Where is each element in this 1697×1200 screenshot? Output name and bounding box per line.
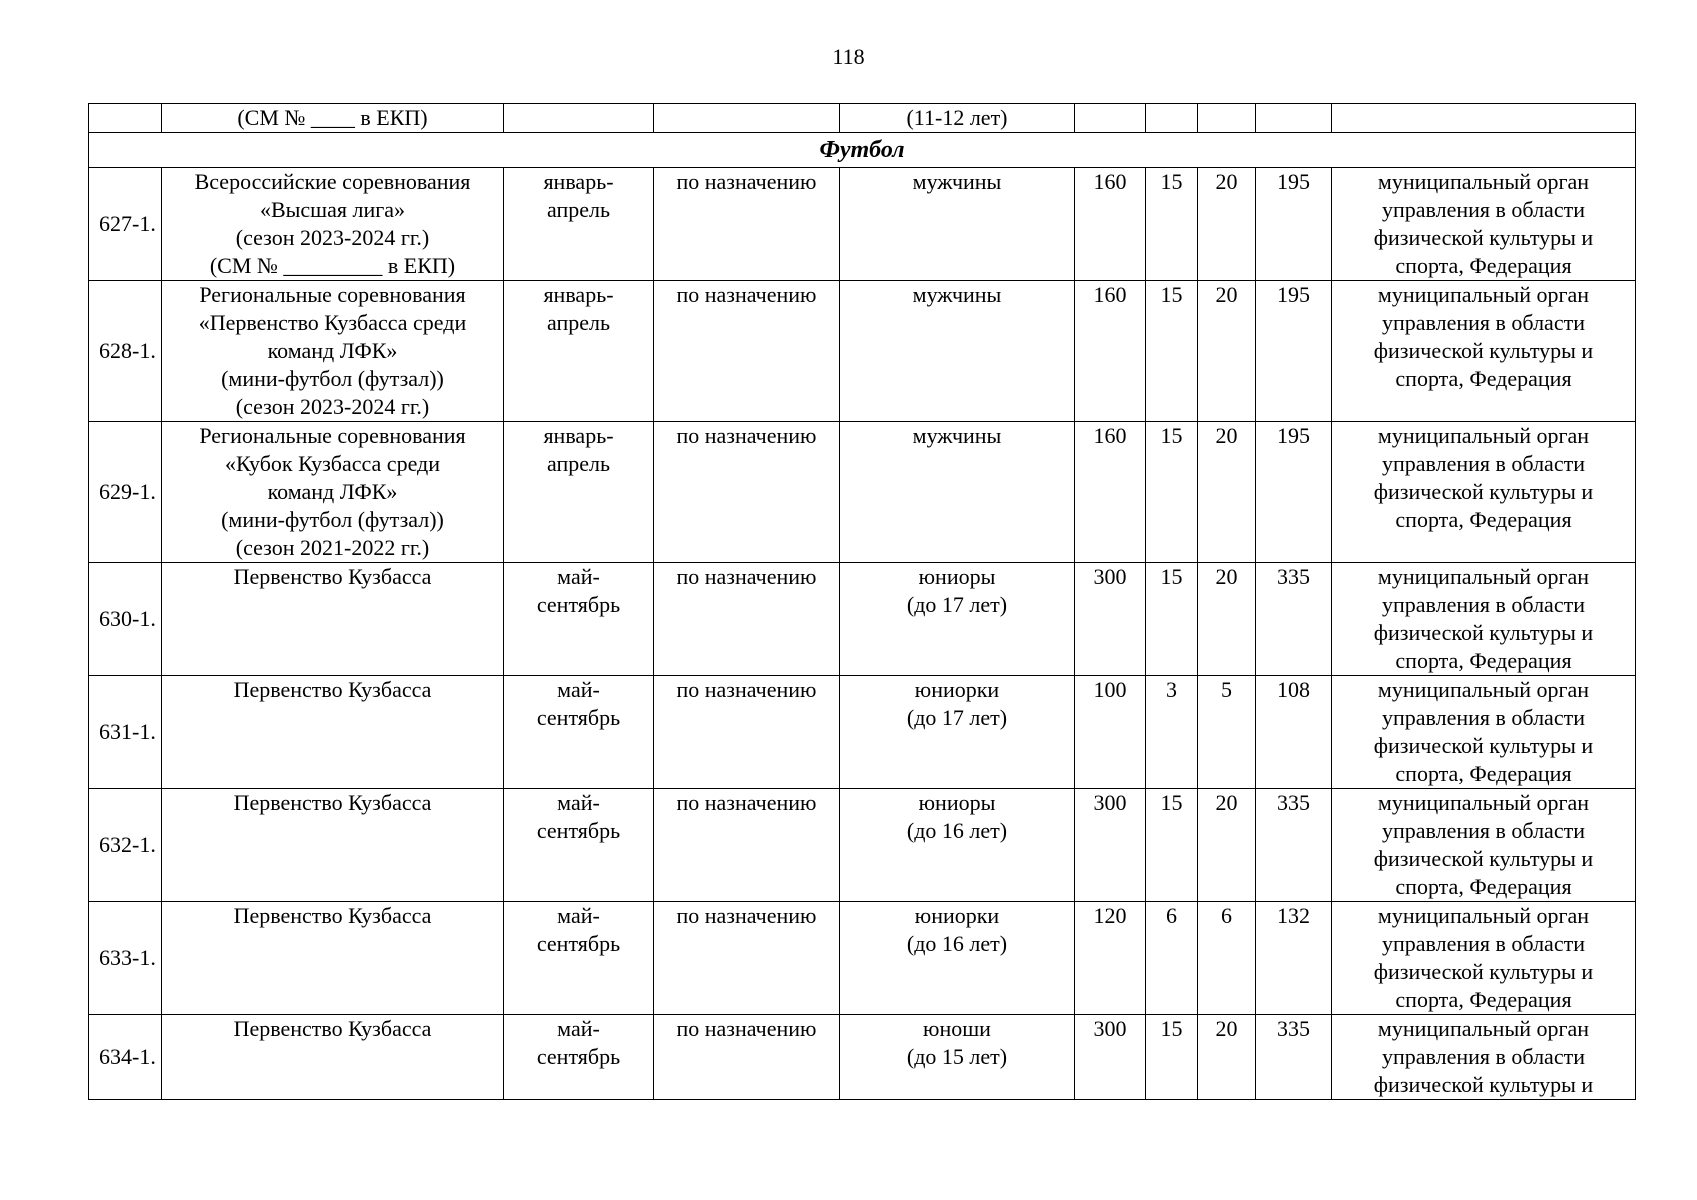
cell-total [1256, 422, 1332, 563]
cell-line: управления в области [1382, 931, 1585, 956]
cell-organizer [1332, 789, 1636, 902]
cell-v2 [1146, 676, 1198, 789]
cell-v3 [1198, 422, 1256, 563]
cell-line: спорта, Федерация [1395, 253, 1572, 278]
cell-line: 160 [1093, 282, 1127, 307]
cell-total [1256, 1015, 1332, 1100]
cell-place [654, 104, 840, 133]
cell-line: управления в области [1382, 451, 1585, 476]
table-row [89, 563, 1636, 676]
cell-line: 300 [1093, 564, 1127, 589]
cell-line: (до 15 лет) [906, 1044, 1008, 1069]
cell-line: мужчины [912, 169, 1002, 194]
cell-line: январь- [543, 169, 614, 194]
cell-line: физической культуры и [1373, 733, 1594, 758]
cell-period [504, 676, 654, 789]
cell-line: Первенство Кузбасса [233, 790, 432, 815]
cell-line: 195 [1277, 282, 1310, 307]
cell-line: по назначению [676, 790, 817, 815]
cell-period [504, 422, 654, 563]
cell-line: физической культуры и [1373, 846, 1594, 871]
cell-participants [840, 563, 1075, 676]
cell-place [654, 168, 840, 281]
cell-line: управления в области [1382, 818, 1585, 843]
cell-line: (СМ № _________ в ЕКП) [209, 253, 456, 278]
cell-line: (до 16 лет) [906, 818, 1008, 843]
cell-line: муниципальный орган [1377, 282, 1590, 307]
cell-line: 632-1. [99, 832, 156, 857]
cell-line: спорта, Федерация [1395, 987, 1572, 1012]
cell-line: «Кубок Кузбасса среди [224, 451, 441, 476]
cell-line: по назначению [676, 564, 817, 589]
cell-line: 15 [1160, 564, 1183, 589]
cell-line: 15 [1160, 1016, 1183, 1041]
cell-participants [840, 902, 1075, 1015]
cell-total [1256, 789, 1332, 902]
cell-line: сентябрь [536, 592, 621, 617]
cell-event [162, 281, 504, 422]
cell-v3 [1198, 281, 1256, 422]
cell-line: физической культуры и [1373, 479, 1594, 504]
cell-line: 628-1. [99, 338, 156, 363]
cell-line: команд ЛФК» [267, 479, 398, 504]
cell-line: Региональные соревнования [199, 423, 466, 448]
cell-line: январь- [543, 423, 614, 448]
table-row [89, 676, 1636, 789]
cell-line: 631-1. [99, 719, 156, 744]
cell-line: Первенство Кузбасса [233, 903, 432, 928]
cell-line: 6 [1166, 903, 1177, 928]
cell-line: (до 17 лет) [906, 592, 1008, 617]
cell-line: Первенство Кузбасса [233, 677, 432, 702]
cell-line: 20 [1215, 282, 1238, 307]
cell-line: май- [557, 1016, 600, 1041]
cell-line: 20 [1215, 169, 1238, 194]
cell-event: (СМ № ____ в ЕКП) [162, 104, 504, 133]
cell-line: по назначению [676, 1016, 817, 1041]
cell-line: 15 [1160, 423, 1183, 448]
cell-period [504, 104, 654, 133]
cell-line: 195 [1277, 423, 1310, 448]
cell-line: май- [557, 677, 600, 702]
cell-line: (мини-футбол (футзал)) [221, 507, 444, 532]
cell-line: физической культуры и [1373, 225, 1594, 250]
cell-line: по назначению [676, 169, 817, 194]
cell-total [1256, 104, 1332, 133]
cell-line: спорта, Федерация [1395, 648, 1572, 673]
cell-line: 20 [1215, 1016, 1238, 1041]
cell-line: юниорки [914, 677, 1000, 702]
cell-line: 633-1. [99, 945, 156, 970]
cell-num [89, 902, 162, 1015]
cell-organizer [1332, 676, 1636, 789]
cell-line: 6 [1221, 903, 1232, 928]
cell-line: юниоры [918, 790, 996, 815]
cell-num [89, 168, 162, 281]
cell-line: физической культуры и [1373, 1072, 1594, 1097]
cell-line: 100 [1093, 677, 1127, 702]
table-row [89, 789, 1636, 902]
cell-v2 [1146, 902, 1198, 1015]
cell-line: физической культуры и [1373, 620, 1594, 645]
continuation-row [89, 104, 1636, 133]
cell-v2 [1146, 104, 1198, 133]
page-number: 118 [832, 44, 865, 69]
cell-line: мужчины [912, 282, 1002, 307]
cell-v2 [1146, 1015, 1198, 1100]
cell-period [504, 168, 654, 281]
cell-line: 300 [1093, 790, 1127, 815]
cell-line: спорта, Федерация [1395, 874, 1572, 899]
cell-line: 15 [1160, 282, 1183, 307]
cell-period [504, 563, 654, 676]
cell-event [162, 789, 504, 902]
cell-v1 [1075, 422, 1146, 563]
cell-line: 3 [1166, 677, 1177, 702]
cell-line: физической культуры и [1373, 338, 1594, 363]
table-row [89, 1015, 1636, 1100]
section-header-row [89, 133, 1636, 168]
cell-place [654, 281, 840, 422]
cell-v3 [1198, 676, 1256, 789]
cell-line: апрель [546, 451, 611, 476]
cell-line: команд ЛФК» [267, 338, 398, 363]
cell-line: муниципальный орган [1377, 677, 1590, 702]
cell-line: май- [557, 790, 600, 815]
cell-line: 160 [1093, 423, 1127, 448]
cell-line: 335 [1277, 1016, 1310, 1041]
cell-period [504, 789, 654, 902]
cell-line: апрель [546, 310, 611, 335]
cell-line: (сезон 2023-2024 гг.) [235, 394, 430, 419]
cell-event [162, 168, 504, 281]
cell-line: муниципальный орган [1377, 903, 1590, 928]
cell-line: апрель [546, 197, 611, 222]
cell-line: 335 [1277, 790, 1310, 815]
cell-line: 629-1. [99, 479, 156, 504]
cell-line: «Высшая лига» [259, 197, 406, 222]
cell-v1 [1075, 902, 1146, 1015]
cell-line: юноши [923, 1016, 991, 1041]
cell-line: Всероссийские соревнования [194, 169, 471, 194]
cell-total [1256, 902, 1332, 1015]
cell-event [162, 563, 504, 676]
table-row [89, 281, 1636, 422]
cell-line: юниорки [914, 903, 1000, 928]
cell-line: Региональные соревнования [199, 282, 466, 307]
cell-v3 [1198, 1015, 1256, 1100]
cell-line: январь- [543, 282, 614, 307]
cell-line: по назначению [676, 903, 817, 928]
cell-line: муниципальный орган [1377, 169, 1590, 194]
cell-line: физической культуры и [1373, 959, 1594, 984]
cell-line: управления в области [1382, 592, 1585, 617]
cell-place [654, 1015, 840, 1100]
cell-line: Первенство Кузбасса [233, 1016, 432, 1041]
cell-line: муниципальный орган [1377, 1016, 1590, 1041]
cell-line: 120 [1093, 903, 1127, 928]
cell-line: сентябрь [536, 818, 621, 843]
cell-total [1256, 168, 1332, 281]
cell-v3 [1198, 789, 1256, 902]
cell-line: муниципальный орган [1377, 423, 1590, 448]
cell-v1 [1075, 563, 1146, 676]
cell-line: «Первенство Кузбасса среди [198, 310, 467, 335]
cell-line: 20 [1215, 564, 1238, 589]
cell-participants [840, 422, 1075, 563]
cell-line: май- [557, 903, 600, 928]
cell-num [89, 563, 162, 676]
cell-line: управления в области [1382, 197, 1585, 222]
cell-line: управления в области [1382, 1044, 1585, 1069]
cell-line: 15 [1160, 169, 1183, 194]
cell-line: сентябрь [536, 931, 621, 956]
section-title: Футбол [89, 133, 1636, 168]
cell-v2 [1146, 563, 1198, 676]
cell-line: 15 [1160, 790, 1183, 815]
cell-line: (до 17 лет) [906, 705, 1008, 730]
cell-line: спорта, Федерация [1395, 507, 1572, 532]
cell-total [1256, 563, 1332, 676]
cell-event [162, 676, 504, 789]
cell-event [162, 1015, 504, 1100]
cell-line: 195 [1277, 169, 1310, 194]
cell-v3 [1198, 902, 1256, 1015]
cell-v1 [1075, 168, 1146, 281]
cell-line: сентябрь [536, 1044, 621, 1069]
cell-v3 [1198, 104, 1256, 133]
cell-line: 132 [1277, 903, 1310, 928]
cell-v1 [1075, 104, 1146, 133]
cell-organizer [1332, 563, 1636, 676]
cell-organizer [1332, 281, 1636, 422]
cell-line: 627-1. [99, 211, 156, 236]
cell-v2 [1146, 281, 1198, 422]
cell-v1 [1075, 789, 1146, 902]
cell-line: Первенство Кузбасса [233, 564, 432, 589]
cell-line: по назначению [676, 677, 817, 702]
cell-organizer [1332, 1015, 1636, 1100]
table-row [89, 168, 1636, 281]
cell-line: 108 [1277, 677, 1310, 702]
cell-period [504, 281, 654, 422]
cell-place [654, 902, 840, 1015]
cell-num [89, 422, 162, 563]
cell-v1 [1075, 281, 1146, 422]
cell-total [1256, 676, 1332, 789]
cell-place [654, 563, 840, 676]
cell-organizer [1332, 104, 1636, 133]
cell-line: спорта, Федерация [1395, 761, 1572, 786]
cell-line: 20 [1215, 790, 1238, 815]
cell-participants [840, 789, 1075, 902]
cell-line: по назначению [676, 423, 817, 448]
cell-line: мужчины [912, 423, 1002, 448]
cell-line: (сезон 2023-2024 гг.) [235, 225, 430, 250]
cell-line: 20 [1215, 423, 1238, 448]
table-row [89, 902, 1636, 1015]
cell-event [162, 902, 504, 1015]
cell-v1 [1075, 676, 1146, 789]
cell-total [1256, 281, 1332, 422]
cell-participants [840, 168, 1075, 281]
cell-place [654, 422, 840, 563]
cell-line: 634-1. [99, 1044, 156, 1069]
cell-line: 300 [1093, 1016, 1127, 1041]
cell-line: управления в области [1382, 310, 1585, 335]
cell-v1 [1075, 1015, 1146, 1100]
cell-line: май- [557, 564, 600, 589]
cell-v3 [1198, 168, 1256, 281]
cell-num [89, 104, 162, 133]
cell-v3 [1198, 563, 1256, 676]
cell-v2 [1146, 789, 1198, 902]
cell-num [89, 1015, 162, 1100]
cell-line: (мини-футбол (футзал)) [221, 366, 444, 391]
cell-v2 [1146, 168, 1198, 281]
cell-place [654, 789, 840, 902]
cell-period [504, 1015, 654, 1100]
cell-participants [840, 1015, 1075, 1100]
cell-organizer [1332, 422, 1636, 563]
cell-line: 335 [1277, 564, 1310, 589]
events-table [88, 103, 1636, 1100]
cell-line: 160 [1093, 169, 1127, 194]
cell-participants [840, 676, 1075, 789]
cell-line: 630-1. [99, 606, 156, 631]
cell-line: муниципальный орган [1377, 564, 1590, 589]
cell-line: сентябрь [536, 705, 621, 730]
cell-line: муниципальный орган [1377, 790, 1590, 815]
cell-organizer [1332, 902, 1636, 1015]
cell-line: 5 [1221, 677, 1232, 702]
cell-organizer [1332, 168, 1636, 281]
cell-line: управления в области [1382, 705, 1585, 730]
cell-line: спорта, Федерация [1395, 366, 1572, 391]
cell-place [654, 676, 840, 789]
cell-line: по назначению [676, 282, 817, 307]
cell-line: (до 16 лет) [906, 931, 1008, 956]
cell-participants: (11-12 лет) [840, 104, 1075, 133]
cell-line: юниоры [918, 564, 996, 589]
cell-period [504, 902, 654, 1015]
cell-v2 [1146, 422, 1198, 563]
cell-event [162, 422, 504, 563]
cell-num [89, 281, 162, 422]
cell-num [89, 789, 162, 902]
table-row [89, 422, 1636, 563]
cell-line: (сезон 2021-2022 гг.) [235, 535, 430, 560]
cell-participants [840, 281, 1075, 422]
cell-num [89, 676, 162, 789]
